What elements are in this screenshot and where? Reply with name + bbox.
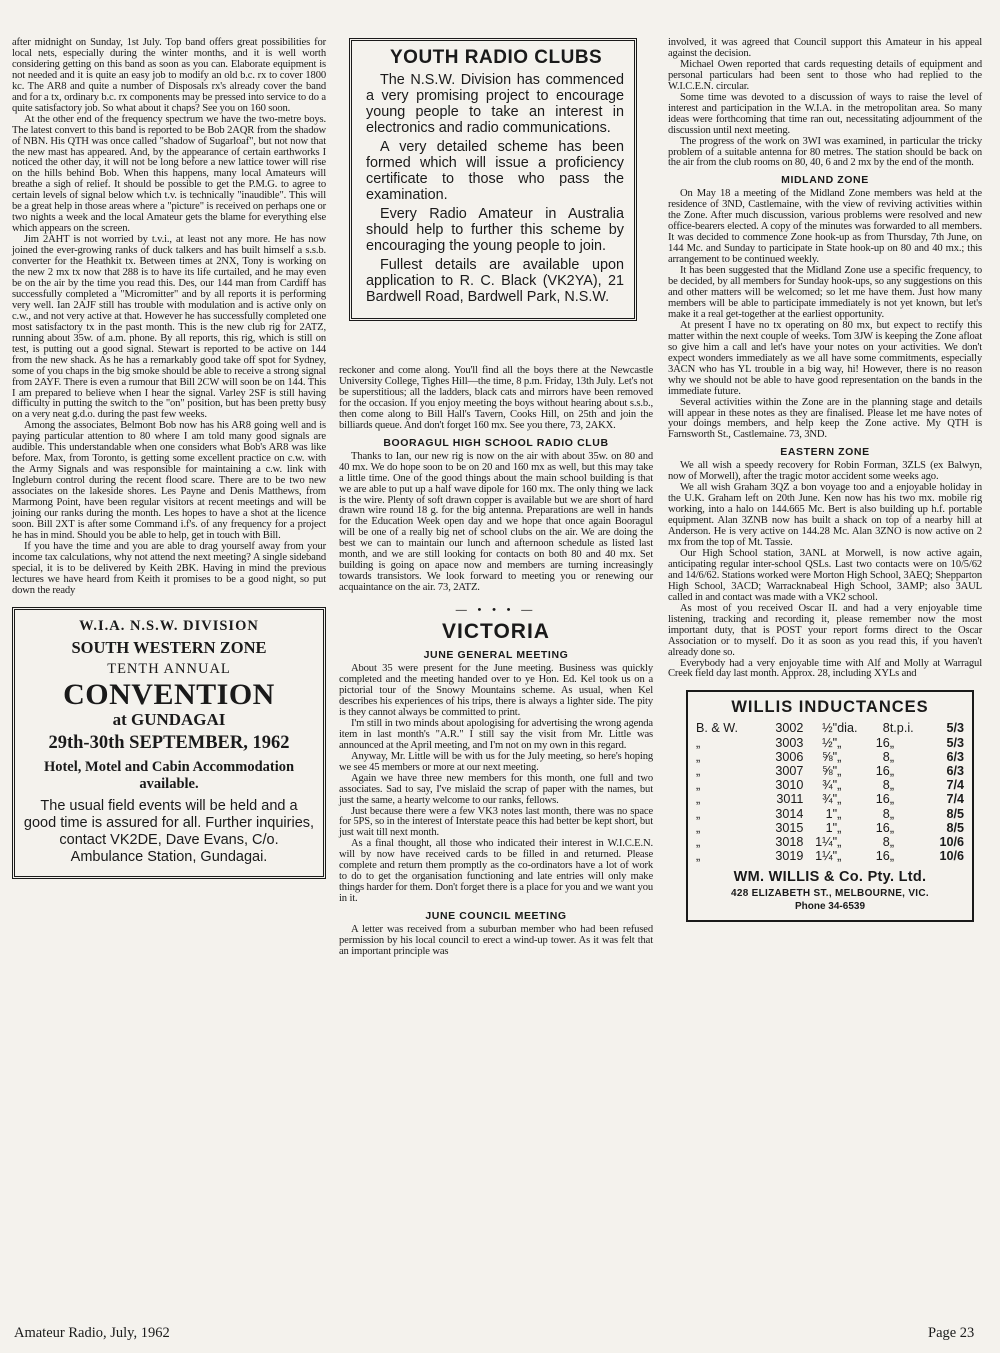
youth-paragraph: Fullest details are available upon application to R. C. Black (VK2YA), 21 Bardwell Road, Bardwell Park, N.S.W. <box>366 257 624 305</box>
willis-cell: „ <box>837 778 842 793</box>
article-paragraph: Jim 2AHT is not worried by t.v.i., at least not any more. He has now joined the ever-growing ranks of duck talkers and has built himself a s.s.b. converter for the Heathkit tx. Between times at 2NX, Tony is working on the new 2 mx tx now that 288 is to have its life curtailed, and he may even be on the air by the time you read this. Des, our 144 man from Cardiff has successfully completed a "Micromitter" and by all reports it is performing very well. Ian 2AJF still has trouble with modulation and is active only on c.w., and not very active at that. However he has successfully completed one most satisfactory tx in the past month. This is the new club rig for 2ATZ, running about 35w. of a.m. phone. By all reports, this rig, which is still on test, is putting out a good signal. Stewart is reported to be active on 144 from the new shack. As he has a remarkably good take off spot for Sydney, some of you chaps in the big smoke should be able to receive a strong signal from 2AYF. There is even a rumour that Bill 2CW will soon be on 144. This I am prepared to believe when I hear the signal. Varley 2SF is still having difficulty in putting the switch to the "on" position, but has been pretty busy on a very neat g.d.o. during the past few weeks. <box>12 234 326 421</box>
willis-cell: 16 <box>875 735 890 750</box>
convention-location: at GUNDAGAI <box>112 709 226 729</box>
willis-cell: t.p.i. <box>889 721 914 736</box>
willis-cell: 3006 <box>775 749 804 764</box>
willis-cell: 3010 <box>775 778 804 793</box>
eastern-zone-heading: EASTERN ZONE <box>780 446 870 459</box>
willis-cell: 7/4 <box>946 778 964 793</box>
willis-cell: „ <box>889 778 895 793</box>
willis-cell: „ <box>837 792 842 807</box>
youth-radio-clubs-box <box>349 38 637 321</box>
willis-cell: 1¼" <box>815 849 838 864</box>
willis-cell: ¾" <box>822 792 838 807</box>
convention-advertisement <box>12 607 326 879</box>
willis-cell: ¾" <box>822 778 838 793</box>
willis-cell: 8 <box>882 749 890 764</box>
article-paragraph: On May 18 a meeting of the Midland Zone members was held at the residence of 3ND, Castlemaine, with the view of reviving activities within the Zone. After much discussion, various problems were resolved and new office-bearers elected. A copy of the minutes was forwarded to all members. It was decided to commence Zone hook-up as from Thursday, 7th June, on 144 Mc. and Sunday to participate in State hook-up on 80 and 40 mx.; this arrangement to be continued weekly. <box>668 188 982 266</box>
convention-dates: 29th-30th SEPTEMBER, 1962 <box>48 732 290 753</box>
youth-radio-clubs-title: YOUTH RADIO CLUBS <box>390 47 603 68</box>
youth-paragraph: The N.S.W. Division has commenced a very promising project to encourage young people to take an interest in electronics and radio communications. <box>366 72 624 136</box>
youth-paragraph: Every Radio Amateur in Australia should help to further this scheme by encouraging the young people to join. <box>366 206 624 254</box>
victoria-heading: VICTORIA <box>442 620 550 644</box>
footer-page-number: Page 23 <box>928 1325 975 1341</box>
article-paragraph: About 35 were present for the June meeting. Business was quickly completed and the meeting handed over to ye Hon. Ed. Kel took us on a pictorial tour of the Snowy Mountains scheme. As usual, when Kel describes his experiences of his trips, there is always a lighter side. The pity is they cannot always be committed to print. <box>339 663 653 718</box>
willis-cell: „ <box>696 835 701 850</box>
article-paragraph: As a final thought, all those who indicated their interest in W.I.C.E.N. will by now have received cards to be filled in and returned. Please complete and return them promptly as the co-ordinators have a lot of work to do to get the organisation functioning and late entries will only make things harder for them. Don't forget there is a place for you and we want you in it. <box>339 838 653 905</box>
willis-cell: ½" <box>822 735 838 750</box>
willis-cell: 16 <box>875 820 890 835</box>
willis-cell: 8/5 <box>946 820 964 835</box>
column-2-lower <box>339 366 653 958</box>
june-meeting-heading: JUNE GENERAL MEETING <box>423 649 569 662</box>
article-paragraph: I'm still in two minds about apologising for advertising the wrong agenda item in last month's "A.R." I still say the visit from Mr. Little was announced at the April meeting, and I'm not on my own in this regard. <box>339 717 653 751</box>
willis-cell: „ <box>696 849 701 864</box>
article-paragraph: Just because there were a few VK3 notes last month, there was no space for 5PS, so in the interest of Interstate peace this had better be kept short, but just wait till next month. <box>339 805 653 839</box>
willis-cell: 8 <box>882 835 890 850</box>
willis-cell: „ <box>696 806 701 821</box>
convention-title: CONVENTION <box>63 677 275 711</box>
willis-cell: „ <box>696 778 701 793</box>
willis-cell: dia. <box>837 721 858 736</box>
section-divider: — • • • — <box>455 604 537 617</box>
article-paragraph: The progress of the work on 3WI was examined, in particular the tricky problem of a suitable antenna for 80 metres. The station should be back on the air from the club rooms on 80, 40, 6 and 2 mx by the end of the month. <box>668 135 982 169</box>
willis-cell: „ <box>889 835 895 850</box>
article-paragraph: reckoner and come along. You'll find all the boys there at the Newcastle University College, Tighes Hill—the time, 8 p.m. Friday, 13th July. Let's not be superstitious; all the ladders, black cats and mirrors have been removed for the occasion. If you enjoy meeting the boys without hearing about s.s.b., then come along to Bill Hall's Tavern, Cooks Hill, on 25th and join the billiards queue. And don't forget 160 mx. See you there, 73, 2AKX. <box>339 365 653 431</box>
article-paragraph: At the other end of the frequency spectrum we have the two-metre boys. The latest convert to this band is reported to be Bob 2AQR from the shadow of NBN. His QTH was once called "shadow of Sugarloaf", but not now that the new mast has appeared. And, by the appearance of certain earthworks I noticed the other day, it will not be long before a new lattice tower will rise on the hills behind Bob. When this happens, many local Amateurs will breathe a sigh of relief. It should be possible to get the P.M.G. to agree to certain levels of signal below which t.v. is technically "inaudible". This will be a great help in those areas where a "picture" is received on perhaps one or two nights a week and the local Amateur gets the blame for everything else which appears on the screen. <box>12 113 326 235</box>
article-paragraph: At present I have no tx operating on 80 mx, but expect to rectify this matter within the next couple of weeks. Tom 3JW is keeping the Zone afloat so give him a call and let's have your notes on your activities. We don't expect wonders immediately as we all have some commitments, especially 3ACN who has YL trouble in a big way, hi! However, there is no reason why we should not be able to have good representation on the bands in the immediate future. <box>668 319 982 397</box>
article-paragraph: Some time was devoted to a discussion of ways to raise the level of interest and participation in the W.I.A. in the metropolitan area. So many ideas were forthcoming that time ran out, necessitating adjournment of the discussion until next meeting. <box>668 91 982 136</box>
article-paragraph: It has been suggested that the Midland Zone use a specific frequency, to be decided, by all members for Sunday hook-ups, so any suggestions on this and other matters will be welcomed; so let me have them. Just how many members will be able to participate immediately is not yet known, but let's make it a real get-together at the earliest opportunity. <box>668 265 982 320</box>
willis-cell: „ <box>696 764 701 779</box>
willis-row <box>696 778 964 792</box>
willis-cell: 1" <box>825 820 838 835</box>
willis-row <box>696 750 964 764</box>
willis-cell: „ <box>889 792 895 807</box>
willis-cell: 16 <box>875 792 890 807</box>
willis-cell: „ <box>696 735 701 750</box>
willis-cell: „ <box>837 835 842 850</box>
willis-cell: ½" <box>822 721 838 736</box>
willis-cell: „ <box>837 749 842 764</box>
willis-cell: 8 <box>882 721 890 736</box>
willis-cell: „ <box>837 849 842 864</box>
article-paragraph: A letter was received from a suburban member who had been refused permission by his local council to erect a wind-up tower. As it was felt that an important principle was <box>339 924 653 957</box>
willis-cell: 1" <box>825 806 838 821</box>
article-paragraph: Thanks to Ian, our new rig is now on the air with about 35w. on 80 and 40 mx. We do hope soon to be on 20 and 160 mx as well, but this may take a little time. One of the good things about the main school building is that we are able to put up a half wave dipole for 160 mx. The only thing we lack is the wire. Plenty of soft drawn copper is available but we are short of hard drawn wire round 18 g. for the big antenna. Preparations are well in hands for the Education Week open day and we hope that once again Booragul will be one of a really big net of school clubs on the air. We are doing the best we can to maintain our lunch and afternoon schedule as listed last month, and we are still looking for contacts on both 80 and 40 mx. Set building is going on apace now and members are turning increasingly towards transistors. We look forward to meeting you or renewing our acquaintance on the air. 73, 2ATZ. <box>339 450 653 594</box>
article-paragraph: after midnight on Sunday, 1st July. Top band offers great possibilities for local nets, especially during the winter months, and it is well worth considering getting on this band as soon as you can. Elaborate equipment is not needed and it is quite an easy job to modify an old b.c. rx to cover 1800 kc. The AR8 and quite a number of Disposals rx's already cover the band and for a tx, ordinary b.c. rx components may be pressed into service to do a quite satisfactory job. So what about it chaps? See you on 160 soon. <box>12 37 326 114</box>
column-1 <box>12 38 326 879</box>
youth-paragraph: A very detailed scheme has been formed which will issue a proficiency certificate to those who pass the examination. <box>366 139 624 203</box>
willis-cell: „ <box>889 849 895 864</box>
midland-zone-heading: MIDLAND ZONE <box>781 174 869 187</box>
willis-row <box>696 807 964 821</box>
willis-advertisement <box>686 690 974 922</box>
willis-phone: Phone 34-6539 <box>794 901 866 913</box>
footer-publication: Amateur Radio, July, 1962 <box>14 1325 170 1341</box>
willis-cell: ⅝" <box>822 764 838 779</box>
willis-row <box>696 821 964 835</box>
willis-cell: 8/5 <box>946 806 964 821</box>
willis-cell: „ <box>889 806 895 821</box>
article-paragraph: If you have the time and you are able to drag yourself away from your income tax calculations, why not attend the next meeting? A single sideband special, it is to be delivered by Keith 2BK. Having in mind the previous lectures we have heard from Keith it promises to be a good night, so put down the ready <box>12 540 326 596</box>
willis-cell: 5/3 <box>946 735 964 750</box>
willis-row <box>696 764 964 778</box>
column-3 <box>668 38 982 922</box>
willis-title: WILLIS INDUCTANCES <box>731 698 929 717</box>
willis-company: WM. WILLIS & Co. Pty. Ltd. <box>733 869 927 886</box>
willis-cell: 3018 <box>775 835 804 850</box>
willis-cell: 3007 <box>775 764 804 779</box>
willis-row <box>696 849 964 863</box>
article-paragraph: Everybody had a very enjoyable time with Alf and Molly at Warragul Creek field day last month. Approx. 28, including XYLs and <box>668 657 982 680</box>
convention-annual: TENTH ANNUAL <box>107 660 231 677</box>
article-paragraph: Again we have three new members for this month, one full and two associates. Sad to say, I've mislaid the scrap of paper with the names, but just the same, a hearty welcome to our ranks, fellows. <box>339 772 653 806</box>
willis-cell: 3003 <box>775 735 804 750</box>
willis-cell: 3015 <box>775 820 804 835</box>
willis-address: 428 ELIZABETH ST., MELBOURNE, VIC. <box>730 888 929 900</box>
willis-cell: 6/3 <box>946 764 964 779</box>
willis-cell: 3002 <box>775 721 804 736</box>
willis-cell: „ <box>696 792 701 807</box>
willis-price-table <box>696 721 964 863</box>
willis-cell: „ <box>837 806 842 821</box>
article-paragraph: As most of you received Oscar II. and had a very enjoyable time listening, tracking and recording it, please remember now the most important duty, that is POST your report forms direct to the Oscar Association or to myself. Do it as soon as you read this, if you haven't already done so. <box>668 602 982 658</box>
willis-cell: 7/4 <box>946 792 964 807</box>
willis-cell: „ <box>696 820 701 835</box>
article-paragraph: We all wish a speedy recovery for Robin Forman, 3ZLS (ex Balwyn, now of Morwell), after the tragic motor accident some weeks ago. <box>668 460 982 483</box>
willis-cell: „ <box>889 735 895 750</box>
willis-cell: 8 <box>882 778 890 793</box>
willis-row <box>696 792 964 806</box>
convention-accommodation: Hotel, Motel and Cabin Accommodation available. <box>43 758 295 792</box>
willis-cell: „ <box>837 764 842 779</box>
willis-cell: 16 <box>875 764 890 779</box>
willis-row <box>696 835 964 849</box>
article-paragraph: involved, it was agreed that Council support this Amateur in his appeal against the decision. <box>668 37 982 59</box>
willis-cell: 3019 <box>775 849 804 864</box>
willis-cell: „ <box>889 764 895 779</box>
willis-cell: „ <box>889 820 895 835</box>
willis-cell: 10/6 <box>939 835 964 850</box>
willis-cell: 5/3 <box>946 721 964 736</box>
willis-cell: 6/3 <box>946 749 964 764</box>
article-paragraph: Several activities within the Zone are in the planning stage and details will appear in these notes as they are finalised. Please let me have notes of your doings members, and help keep the Zone active. My QTH is Farnsworth St., Castlemaine. 73, 3ND. <box>668 396 982 441</box>
article-paragraph: Among the associates, Belmont Bob now has his AR8 going well and is paying particular attention to 80 where I am told many good signals are audible. This understandable when one considers what Bob's AR8 was like before. Max, from Toronto, is getting some excellent practice on c.w. with the Army Signals and was responsible for maintaining a c.w. link with Ingleburn control during the recent flood scare. There are to be two new associates on the lakeside shores. Les Payne and Denis Matthews, from Marmong Point, have been regular visitors at recent meetings and will be joining our ranks during the month. Les hopes to have a shot at the licence soon. Bill 2XT is after some Command i.f's. of any frequency for a project he has in mind. Should you be able to help, get in touch with Bill. <box>12 420 326 541</box>
willis-cell: „ <box>837 735 842 750</box>
booragul-heading: BOORAGUL HIGH SCHOOL RADIO CLUB <box>383 436 609 449</box>
willis-cell: 1¼" <box>815 835 838 850</box>
convention-details: The usual field events will be held and a good time is assured for all. Further inquiries, contact VK2DE, Dave Evans, C/o. Ambulance Station, Gundagai. <box>23 797 315 865</box>
column-2 <box>339 38 653 329</box>
convention-division: W.I.A. N.S.W. DIVISION <box>79 617 259 634</box>
council-meeting-heading: JUNE COUNCIL MEETING <box>425 910 567 923</box>
willis-cell: „ <box>889 749 895 764</box>
article-paragraph: Anyway, Mr. Little will be with us for the July meeting, so here's hoping we see 45 members or more at our next meeting. <box>339 750 653 773</box>
willis-cell: ⅝" <box>822 749 838 764</box>
article-paragraph: We all wish Graham 3QZ a bon voyage too and a enjoyable holiday in the U.K. Graham left on 20th June. Ken now has his two mx. mobile rig working, into a halo on 144.665 Mc. Bert is also building up h.f. portable equipment. Alan 3ZNB now has built a shack on top of a nearby hill at Anderson. He is very active on 144.28 Mc. Alan 3ZNO is now active on 2 mx from the top of Mt. Tassie. <box>668 482 982 549</box>
willis-cell: 8 <box>882 806 890 821</box>
willis-cell: 3011 <box>776 792 804 807</box>
willis-row <box>696 721 964 735</box>
article-paragraph: Michael Owen reported that cards requesting details of equipment and personal particulars had been sent to those who had replied to the W.I.C.E.N. circular. <box>668 58 982 92</box>
willis-row <box>696 736 964 750</box>
willis-cell: 16 <box>875 849 890 864</box>
willis-cell: B. & W. <box>696 721 738 736</box>
convention-zone: SOUTH WESTERN ZONE <box>71 637 267 657</box>
willis-cell: 3014 <box>775 806 804 821</box>
willis-cell: „ <box>696 749 701 764</box>
article-paragraph: Our High School station, 3ANL at Morwell, is now active again, anticipating regular inter-school QSLs. Last two contacts were on 10/5/62 and 14/6/62. Stations worked were Morton High School, 3AEQ; Shepparton High School, 3ACD; Warracknabeal High School, 3AMP; also 3AUL called in and contact was made with a VK2 school. <box>668 547 982 603</box>
willis-cell: „ <box>837 820 842 835</box>
willis-cell: 10/6 <box>939 849 964 864</box>
